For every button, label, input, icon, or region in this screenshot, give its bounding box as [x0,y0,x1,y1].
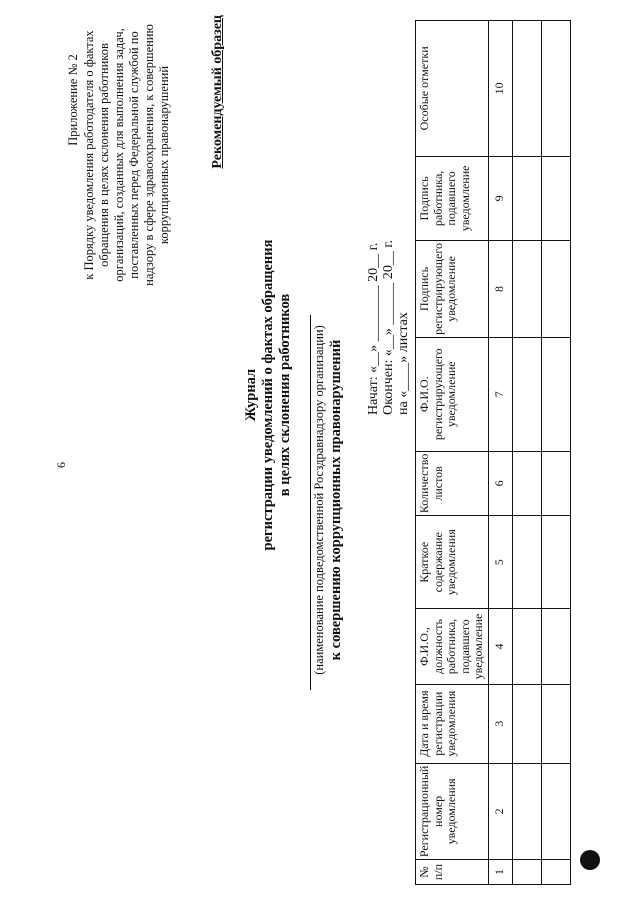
finished-date: Окончен: «__» ______ 20__ г. [381,240,396,415]
column-number: 3 [488,684,512,763]
column-number: 2 [488,763,512,859]
column-number: 9 [488,156,512,240]
column-number: 8 [488,241,512,338]
column-number: 7 [488,337,512,451]
journal-title-line1: Журнал [243,368,259,422]
table-cell [541,516,570,609]
registration-table [415,20,571,885]
table-cell [541,156,570,240]
header-cell: Особые отметки [416,21,489,157]
journal-title-line4: к совершению коррупционных правонарушений [328,339,344,661]
header-cell: Дата и время регистрации уведомления [416,684,489,763]
table-cell [512,609,541,684]
table-cell [541,241,570,338]
column-number: 4 [488,609,512,684]
column-number: 6 [488,451,512,515]
table-cell [512,516,541,609]
table-cell [512,684,541,763]
header-cell: № п/п [416,860,489,885]
header-cell: Регистрационный номер уведомления [416,763,489,859]
table-cell [512,860,541,885]
table-cell [541,21,570,157]
header-cell: Подпись работника, подавшего уведомление [416,156,489,240]
recommended-sample-label: Рекомендуемый образец [210,15,225,169]
table-row [512,21,541,885]
table-cell [541,763,570,859]
table-cell [512,241,541,338]
table-cell [512,21,541,157]
column-number: 10 [488,21,512,157]
journal-dates [366,240,411,415]
header-cell: Краткое содержание уведомления [416,516,489,609]
punch-hole-mark [580,850,600,870]
table-cell [541,684,570,763]
table-cell [512,763,541,859]
appendix-body: к Порядку уведомления работодателя о фактах обращения в целях склонения работников организаций, созданных для выполнения задач, поставленных перед Федеральной службой по надзору в сфере здравоохранения, к совершению коррупционных правонарушений [82,24,171,286]
table-row [541,21,570,885]
table-cell [541,337,570,451]
started-date: Начат: «__» ________ 20__ г. [366,242,381,415]
header-cell: Ф.И.О. регистрирующего уведомление [416,337,489,451]
table-cell [512,451,541,515]
journal-title-line2: регистрации уведомлений о фактах обращения [260,239,276,551]
header-cell: Подпись регистрирующего уведомление [416,241,489,338]
table-cell [512,156,541,240]
sheets-count: на «____» листах [396,312,411,415]
table-column-numbers-row [488,21,512,885]
table-cell [541,860,570,885]
page-number: 6 [54,462,68,468]
org-caption: (наименование подведомственной Росздравнадзору организации) [312,325,326,675]
column-number: 5 [488,516,512,609]
org-name-line [310,315,311,690]
header-cell: Ф.И.О., должность работника, подавшего уведомление [416,609,489,684]
table-cell [541,609,570,684]
table-cell [512,337,541,451]
table-cell [541,451,570,515]
journal-title [243,135,294,655]
journal-title-line3: в целях склонения работников [277,293,293,497]
appendix-title: Приложение № 2 [66,54,80,146]
column-number: 1 [488,860,512,885]
header-cell: Количество листов [416,451,489,515]
table-header-row [416,21,489,885]
